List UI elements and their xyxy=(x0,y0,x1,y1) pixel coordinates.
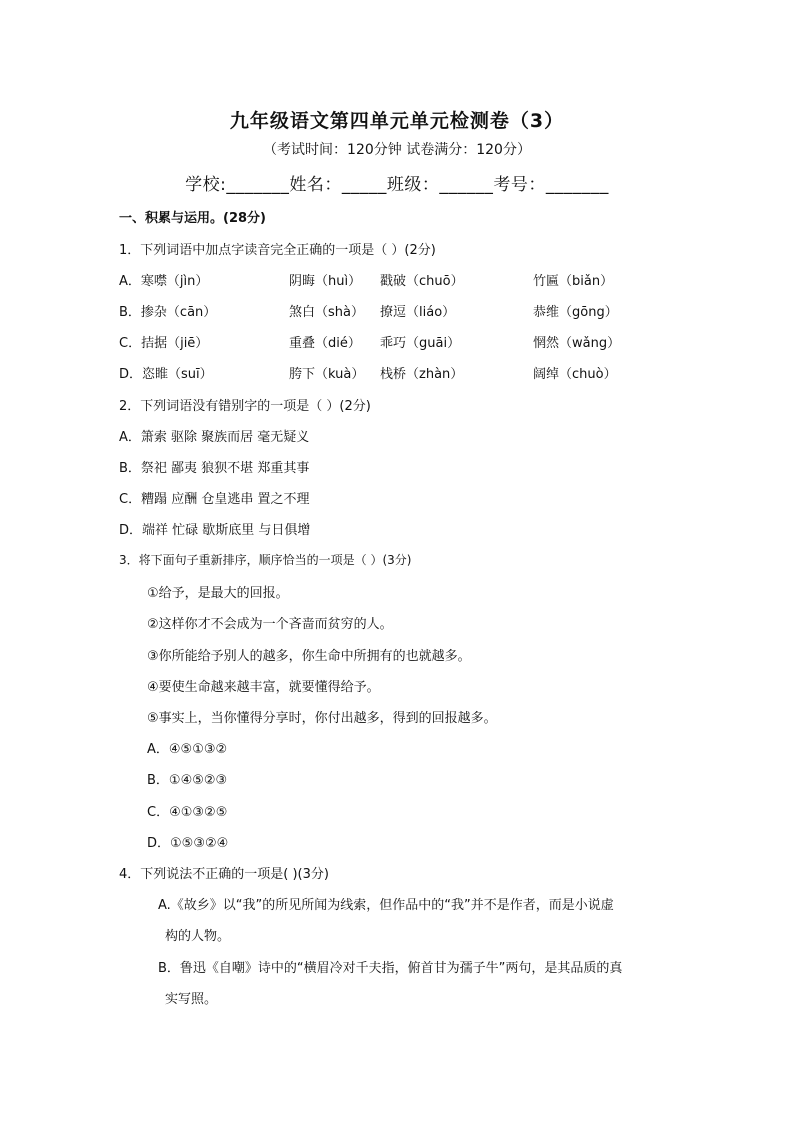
option-word: 竹匾（biǎn） xyxy=(533,274,614,289)
exam-title: 九年级语文第四单元单元检测卷（3） xyxy=(229,110,565,132)
option-word: A．寒噤（jìn） xyxy=(119,274,209,289)
option-word: 恭维（gōng） xyxy=(533,305,618,320)
question-3-sentence: ⑤事实上，当你懂得分享时，你付出越多，得到的回报越多。 xyxy=(147,711,497,726)
option-word: 重叠（dié） xyxy=(289,336,361,351)
option-word: 撩逗（liáo） xyxy=(380,305,456,320)
question-4-stem: 4．下列说法不正确的一项是( )(3分) xyxy=(119,867,329,882)
section-heading: 一、积累与运用。(28分) xyxy=(119,211,266,226)
question-3-sentence: ③你所能给予别人的越多，你生命中所拥有的也就越多。 xyxy=(147,649,471,664)
question-4-option-a-line1: A.《故乡》以“我”的所见所闻为线索，但作品中的“我”并不是作者，而是小说虚 xyxy=(158,898,614,913)
option-word: 煞白（shà） xyxy=(289,305,364,320)
question-4-option-b-line1: B．鲁迅《自嘲》诗中的“横眉冷对千夫指，俯首甘为孺子牛”两句，是其品质的真 xyxy=(158,961,623,976)
question-3-sentence: ②这样你才不会成为一个吝啬而贫穷的人。 xyxy=(147,617,393,632)
question-3-sentence: ①给予，是最大的回报。 xyxy=(147,586,289,601)
exam-subtitle: （考试时间：120分钟 试卷满分：120分） xyxy=(263,142,531,158)
question-3-option-a: A．④⑤①③② xyxy=(147,742,228,757)
option-word: C．拮据（jiē） xyxy=(119,336,209,351)
option-word: 栈桥（zhàn） xyxy=(380,367,464,382)
question-4-option-b-line2: 实写照。 xyxy=(165,992,218,1007)
option-word: 乖巧（guāi） xyxy=(380,336,461,351)
question-3-sentence: ④要使生命越来越丰富，就要懂得给予。 xyxy=(147,680,380,695)
option-word: 惘然（wǎng） xyxy=(533,336,621,351)
option-word: B．掺杂（cān） xyxy=(119,305,217,320)
question-3-stem: 3．将下面句子重新排序，顺序恰当的一项是（ ）(3分) xyxy=(119,553,412,567)
question-2-option-a: A．箫索 驱除 聚族而居 毫无疑义 xyxy=(119,430,310,445)
question-3-option-b: B．①④⑤②③ xyxy=(147,773,228,788)
option-word: 阴晦（huì） xyxy=(289,274,362,289)
question-1-stem: 1．下列词语中加点字读音完全正确的一项是（ ）(2分) xyxy=(119,243,436,258)
option-word: 戳破（chuō） xyxy=(380,274,464,289)
question-2-option-b: B．祭祀 鄙夷 狼狈不堪 郑重其事 xyxy=(119,461,310,476)
option-word: 胯下（kuà） xyxy=(289,367,365,382)
question-4-option-a-line2: 构的人物。 xyxy=(165,929,231,944)
option-word: 阔绰（chuò） xyxy=(533,367,617,382)
question-2-option-d: D．端祥 忙碌 歇斯底里 与日俱增 xyxy=(119,523,311,538)
question-3-option-d: D．①⑤③②④ xyxy=(147,836,229,851)
student-info-line: 学校:_______姓名：_____班级：______考号：_______ xyxy=(185,175,609,195)
question-3-option-c: C．④①③②⑤ xyxy=(147,805,228,820)
question-2-stem: 2．下列词语没有错别字的一项是（ ）(2分) xyxy=(119,399,371,414)
question-2-option-c: C．糟蹋 应酬 仓皇逃串 置之不理 xyxy=(119,492,310,507)
option-word: D．恣睢（suī） xyxy=(119,367,213,382)
